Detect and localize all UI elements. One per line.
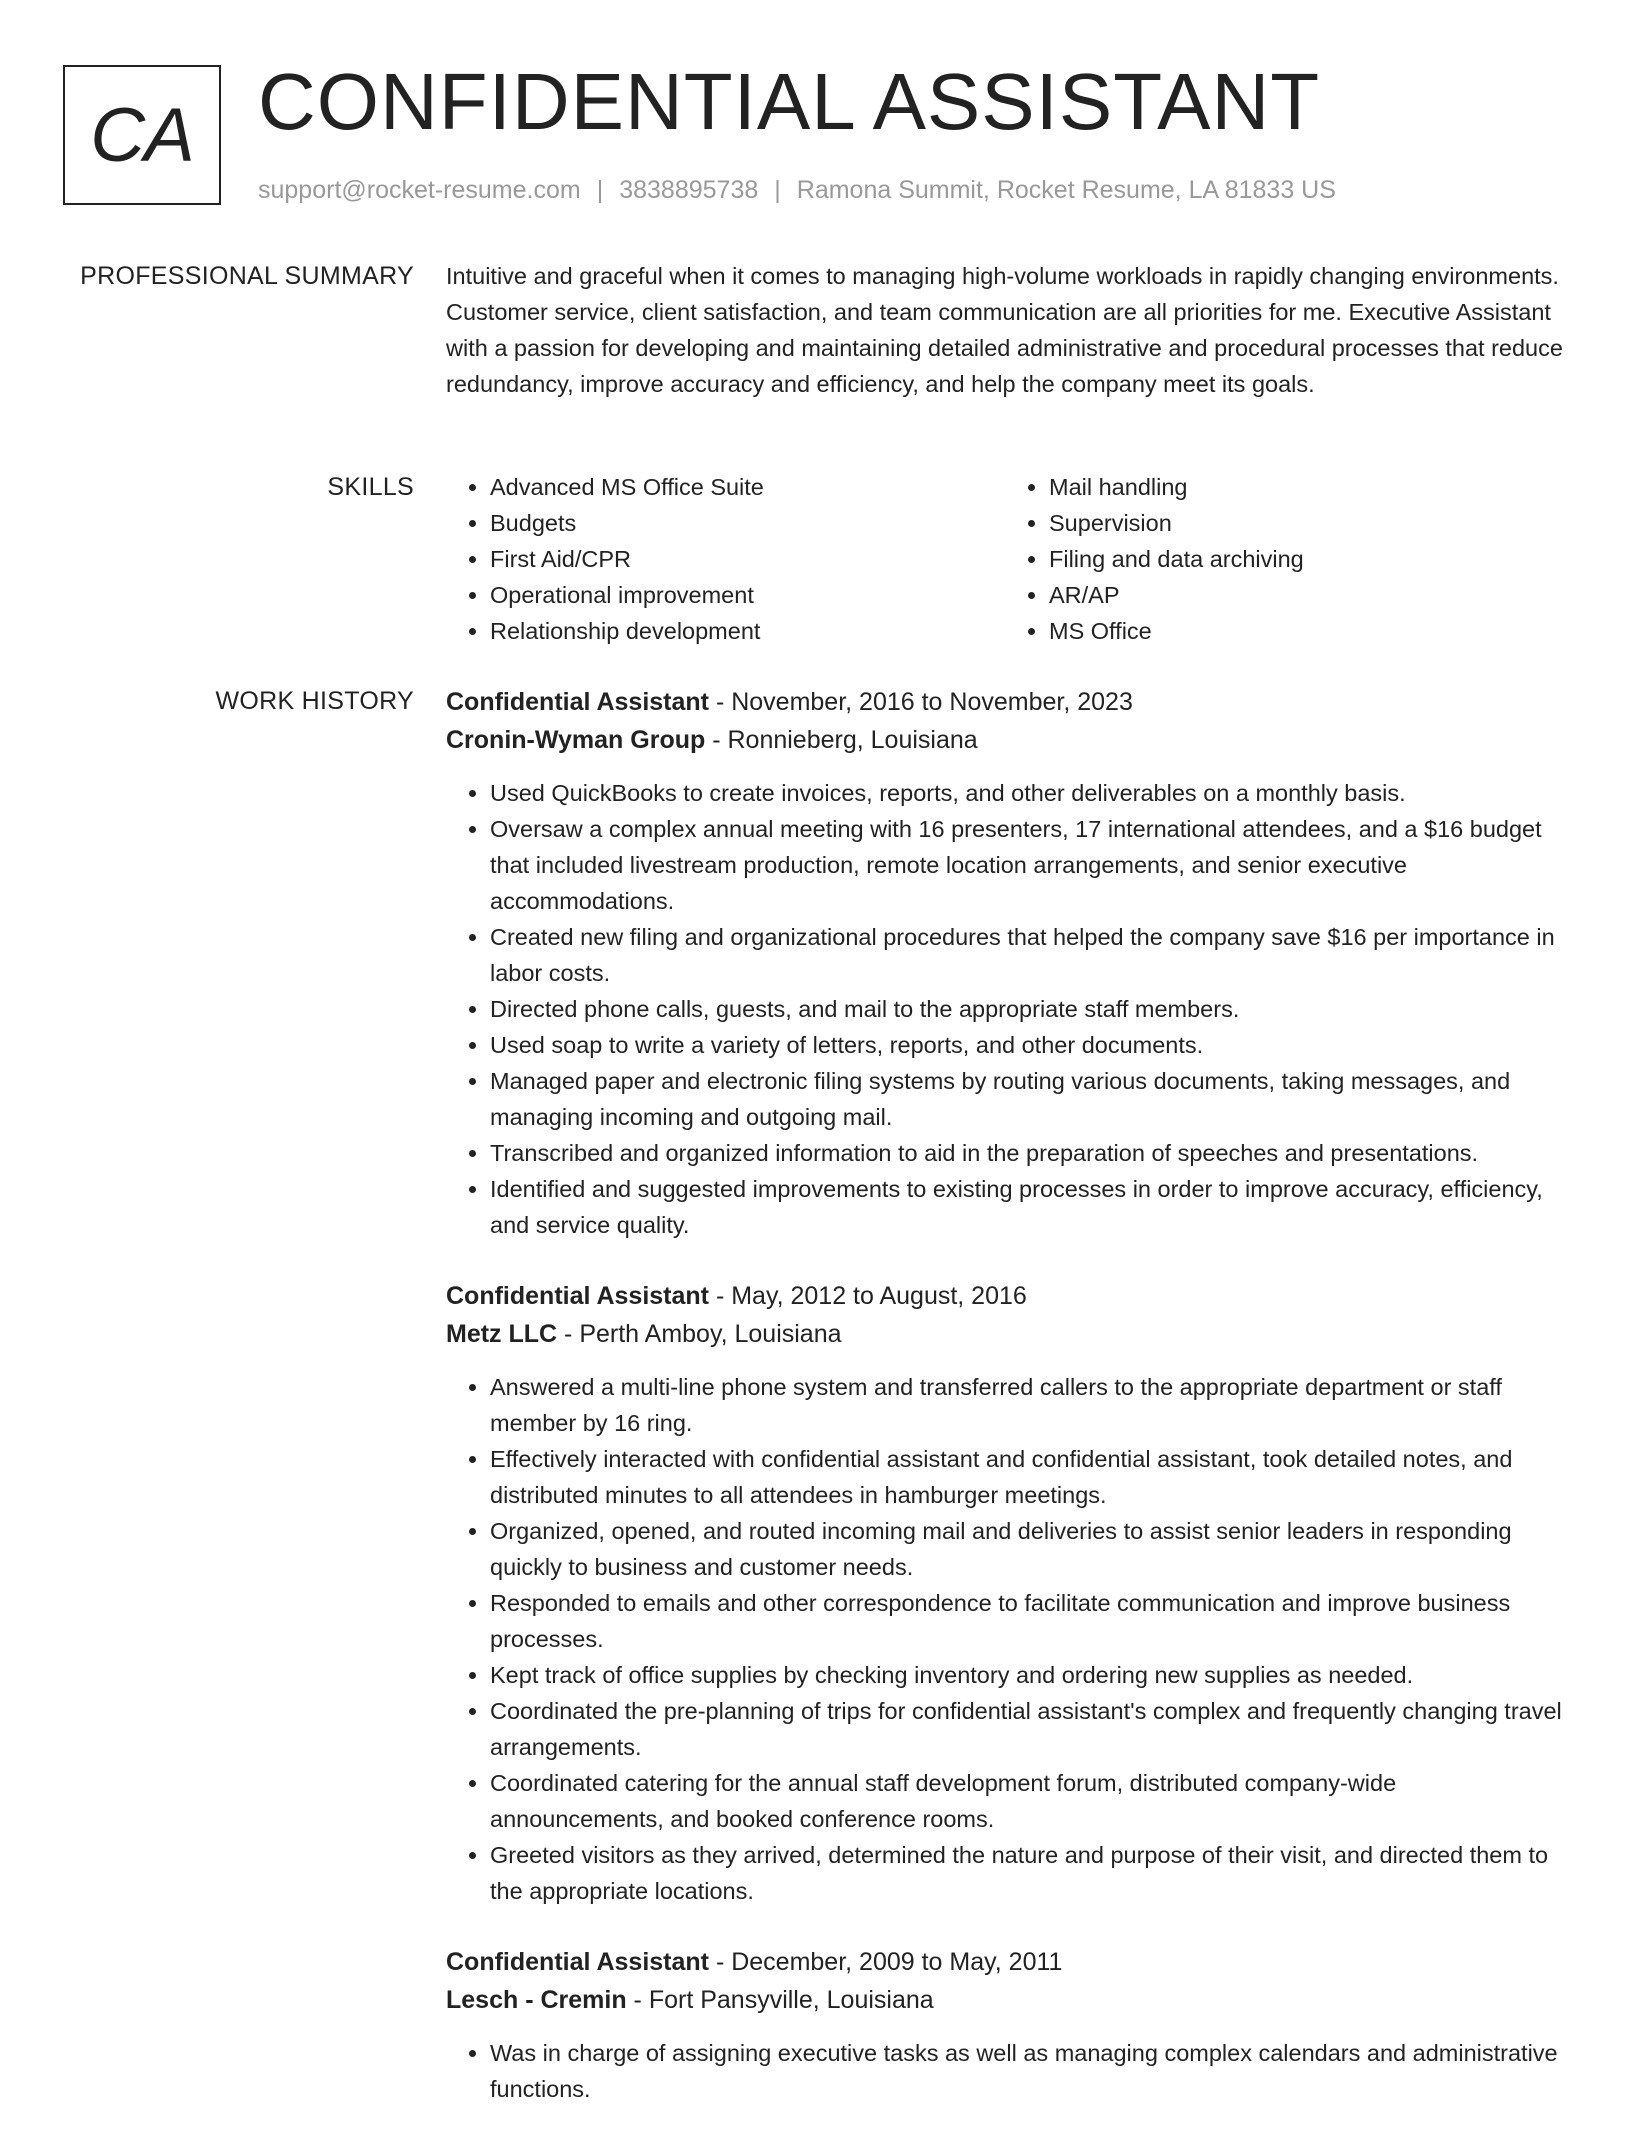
job-bullet: • Organized, opened, and routed incoming mail and deliveries to assist senior leaders in responding quickly to business and customer needs. (490, 1513, 1564, 1585)
job-bullet: • Greeted visitors as they arrived, determined the nature and purpose of their visit, and directed them to the appropriate locations. (490, 1837, 1564, 1909)
skills-columns (446, 469, 1564, 649)
skills-heading: SKILLS (327, 473, 414, 501)
job-bullet: • Used soap to write a variety of letters, reports, and other documents. (490, 1027, 1564, 1063)
job-location: - Fort Pansyville, Louisiana (626, 1986, 934, 2014)
summary-text: Intuitive and graceful when it comes to managing high-volume workloads in rapidly changing environments. Customer service, client satisfaction, and team communication are all priorities for me. Executive Assistant with a passion for developing and maintaining detailed administrative and procedural processes that reduce redundancy, improve accuracy and efficiency, and help the company meet its goals. (446, 263, 1563, 397)
skill-item: • Operational improvement (490, 577, 1005, 613)
contact-phone[interactable]: 3838895738 (619, 176, 759, 204)
skill-item: • AR/AP (1049, 577, 1564, 613)
job-bullet-list (446, 775, 1564, 1243)
job-bullet: • Responded to emails and other correspondence to facilitate communication and improve business processes. (490, 1585, 1564, 1657)
job-bullet: • Was in charge of assigning executive tasks as well as managing complex calendars and administrative functions. (490, 2035, 1564, 2107)
skill-item: • Advanced MS Office Suite (490, 469, 1005, 505)
job-dates: - December, 2009 to May, 2011 (709, 1948, 1063, 1976)
job-title-line (446, 1943, 1564, 1981)
skill-item: • Relationship development (490, 613, 1005, 649)
job-bullet: • Transcribed and organized information to aid in the preparation of speeches and presentations. (490, 1135, 1564, 1171)
summary-heading: PROFESSIONAL SUMMARY (80, 262, 414, 290)
job-entry (446, 1943, 1564, 2107)
skills-list-right (1005, 469, 1564, 649)
job-bullet: • Answered a multi-line phone system and transferred callers to the appropriate department or staff member by 16 ring. (490, 1369, 1564, 1441)
skill-item: • First Aid/CPR (490, 541, 1005, 577)
skill-item: • MS Office (1049, 613, 1564, 649)
contact-separator: | (774, 176, 781, 204)
job-title-line (446, 683, 1564, 721)
job-bullet: • Identified and suggested improvements to existing processes in order to improve accuracy, efficiency, and service quality. (490, 1171, 1564, 1243)
job-bullet: • Managed paper and electronic filing systems by routing various documents, taking messages, and managing incoming and outgoing mail. (490, 1063, 1564, 1135)
job-company: Lesch - Cremin (446, 1986, 627, 2014)
job-title-line (446, 1277, 1564, 1315)
job-company: Cronin-Wyman Group (446, 726, 706, 754)
skills-body (446, 469, 1564, 649)
job-bullet-list (446, 2035, 1564, 2107)
contact-email[interactable]: support@rocket-resume.com (258, 176, 581, 204)
contact-separator: | (596, 176, 604, 204)
job-company-line (446, 1981, 1564, 2019)
job-title: Confidential Assistant (446, 688, 709, 716)
job-bullet: • Created new filing and organizational procedures that helped the company save $16 per importance in labor costs. (490, 919, 1564, 991)
job-location: - Ronnieberg, Louisiana (705, 726, 978, 754)
skills-list-left (446, 469, 1005, 649)
skill-item: • Budgets (490, 505, 1005, 541)
job-dates: - May, 2012 to August, 2016 (709, 1282, 1027, 1310)
job-bullet: • Kept track of office supplies by checking inventory and ordering new supplies as needed. (490, 1657, 1564, 1693)
resume-name: CONFIDENTIAL ASSISTANT (258, 57, 1321, 146)
job-bullet-list (446, 1369, 1564, 1909)
job-bullet: • Oversaw a complex annual meeting with 16 presenters, 17 international attendees, and a $16 budget that included livestream production, remote location arrangements, and senior executive accommodations. (490, 811, 1564, 919)
monogram-initials: CA (90, 92, 194, 178)
work-history-body (446, 683, 1564, 2141)
monogram-badge (63, 65, 221, 205)
skill-item: • Mail handling (1049, 469, 1564, 505)
job-title: Confidential Assistant (446, 1948, 709, 1976)
job-bullet: • Coordinated the pre-planning of trips for confidential assistant's complex and frequently changing travel arrangements. (490, 1693, 1564, 1765)
job-company-line (446, 721, 1564, 759)
contact-address: Ramona Summit, Rocket Resume, LA 81833 US (796, 176, 1336, 204)
skill-item: • Supervision (1049, 505, 1564, 541)
job-title: Confidential Assistant (446, 1282, 709, 1310)
job-bullet: • Effectively interacted with confidential assistant and confidential assistant, took detailed notes, and distributed minutes to all attendees in hamburger meetings. (490, 1441, 1564, 1513)
job-location: - Perth Amboy, Louisiana (557, 1320, 842, 1348)
job-entry (446, 1277, 1564, 1909)
job-bullet: • Directed phone calls, guests, and mail to the appropriate staff members. (490, 991, 1564, 1027)
work-history-heading: WORK HISTORY (215, 687, 414, 715)
job-company-line (446, 1315, 1564, 1353)
job-entry (446, 683, 1564, 1243)
job-dates: - November, 2016 to November, 2023 (709, 688, 1133, 716)
contact-line (258, 172, 1336, 208)
skill-item: • Filing and data archiving (1049, 541, 1564, 577)
summary-body (446, 258, 1564, 402)
job-bullet: • Coordinated catering for the annual staff development forum, distributed company-wide announcements, and booked conference rooms. (490, 1765, 1564, 1837)
job-bullet: • Used QuickBooks to create invoices, reports, and other deliverables on a monthly basis. (490, 775, 1564, 811)
job-company: Metz LLC (446, 1320, 558, 1348)
